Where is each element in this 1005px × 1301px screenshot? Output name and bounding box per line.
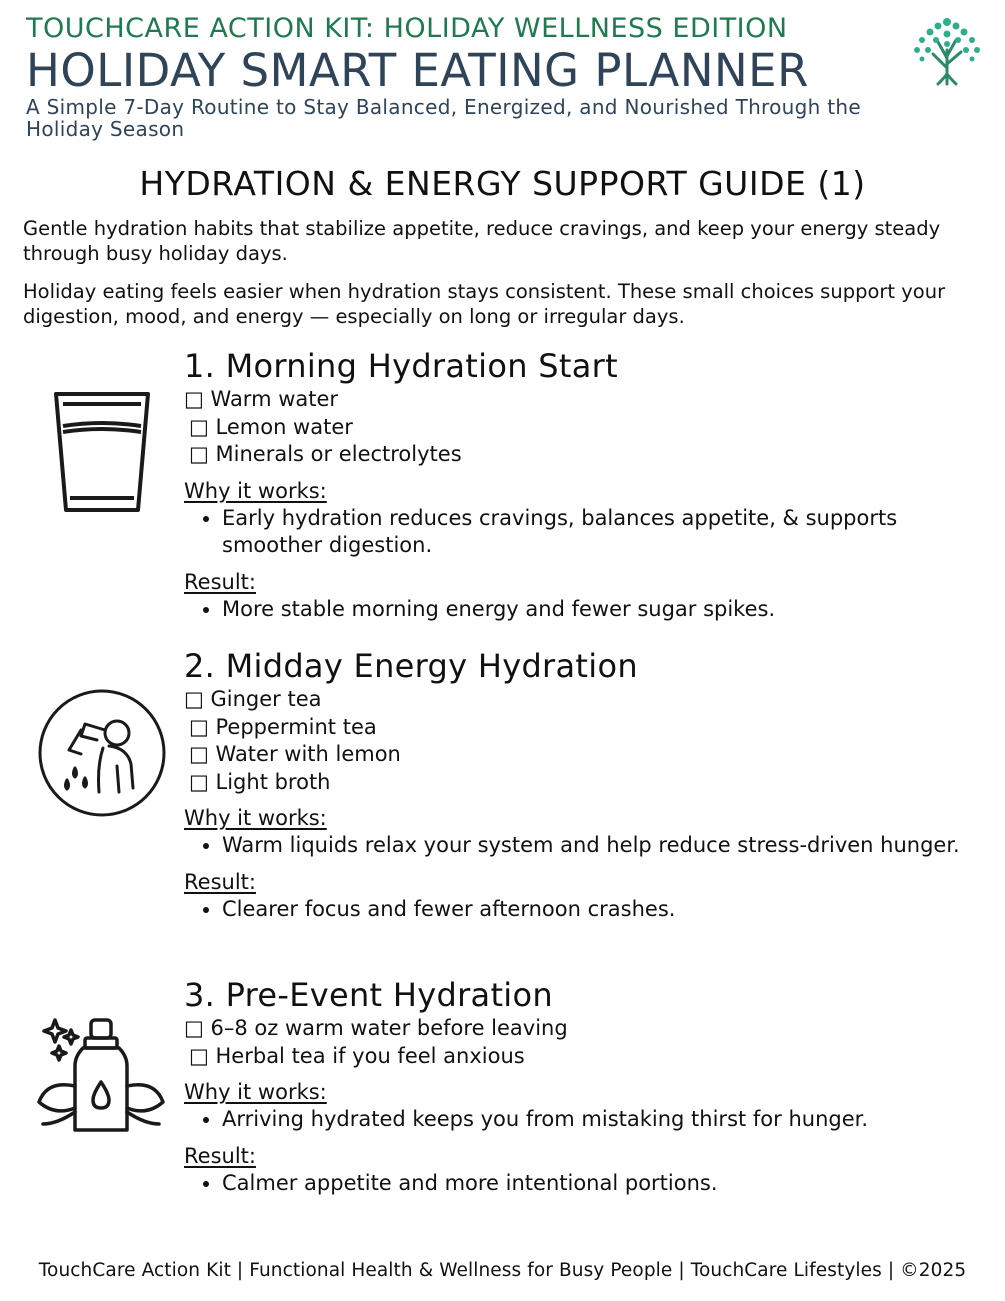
person-drinking-icon	[37, 688, 167, 818]
checklist-item[interactable]: □ Ginger tea	[184, 687, 322, 711]
checklist-item[interactable]: □ Lemon water	[189, 414, 353, 439]
intro-paragraph: Holiday eating feels easier when hydration stays consistent. These small choices support your digestion, mood, and energy — especially on long or irregular days.	[23, 280, 946, 328]
dropper-bottle-icon	[33, 1016, 169, 1136]
result-label: Result:	[184, 1143, 256, 1168]
section-title: 2. Midday Energy Hydration	[184, 647, 638, 685]
section-midday-hydration	[184, 646, 984, 923]
section-morning-hydration	[184, 346, 984, 623]
why-bullet: • Early hydration reduces cravings, balances appetite, & supports smoother digestion.	[222, 505, 984, 560]
subtitle: A Simple 7-Day Routine to Stay Balanced, Energized, and Nourished Through the Holiday Season	[26, 95, 862, 141]
why-bullet: • Warm liquids relax your system and help reduce stress-driven hunger.	[222, 832, 984, 860]
tree-logo-icon	[908, 12, 986, 86]
main-title: HOLIDAY SMART EATING PLANNER	[26, 44, 809, 97]
why-bullet: • Arriving hydrated keeps you from mistaking thirst for hunger.	[222, 1106, 984, 1134]
result-bullet: • Calmer appetite and more intentional portions.	[222, 1170, 984, 1198]
checklist-item[interactable]: □ 6–8 oz warm water before leaving	[184, 1016, 568, 1040]
checklist-item[interactable]: □ Light broth	[189, 769, 331, 794]
intro-paragraph: Gentle hydration habits that stabilize appetite, reduce cravings, and keep your energy steady through busy holiday days.	[23, 217, 941, 265]
footer: TouchCare Action Kit | Functional Health & Wellness for Busy People | TouchCare Lifestyles | ©2025	[38, 1260, 967, 1281]
checklist-item[interactable]: □ Warm water	[184, 387, 339, 411]
result-bullet: • Clearer focus and fewer afternoon crashes.	[222, 896, 984, 924]
water-glass-icon	[50, 388, 154, 516]
why-label: Why it works:	[184, 478, 327, 503]
result-label: Result:	[184, 569, 256, 594]
checklist-item[interactable]: □ Herbal tea if you feel anxious	[189, 1043, 525, 1068]
result-label: Result:	[184, 869, 256, 894]
section-pre-event-hydration	[184, 975, 984, 1197]
why-label: Why it works:	[184, 1080, 327, 1104]
checklist-item[interactable]: □ Peppermint tea	[189, 714, 377, 739]
section-title: 3. Pre-Event Hydration	[184, 976, 553, 1014]
header	[26, 12, 906, 140]
checklist-item[interactable]: □ Water with lemon	[189, 742, 401, 766]
result-bullet: • More stable morning energy and fewer sugar spikes.	[222, 596, 984, 624]
section-title: 1. Morning Hydration Start	[184, 347, 618, 385]
kit-title: TOUCHCARE ACTION KIT: HOLIDAY WELLNESS EDITION	[26, 13, 788, 44]
checklist-item[interactable]: □ Minerals or electrolytes	[189, 442, 462, 466]
guide-title: HYDRATION & ENERGY SUPPORT GUIDE (1)	[139, 164, 866, 203]
why-label: Why it works:	[184, 806, 327, 830]
